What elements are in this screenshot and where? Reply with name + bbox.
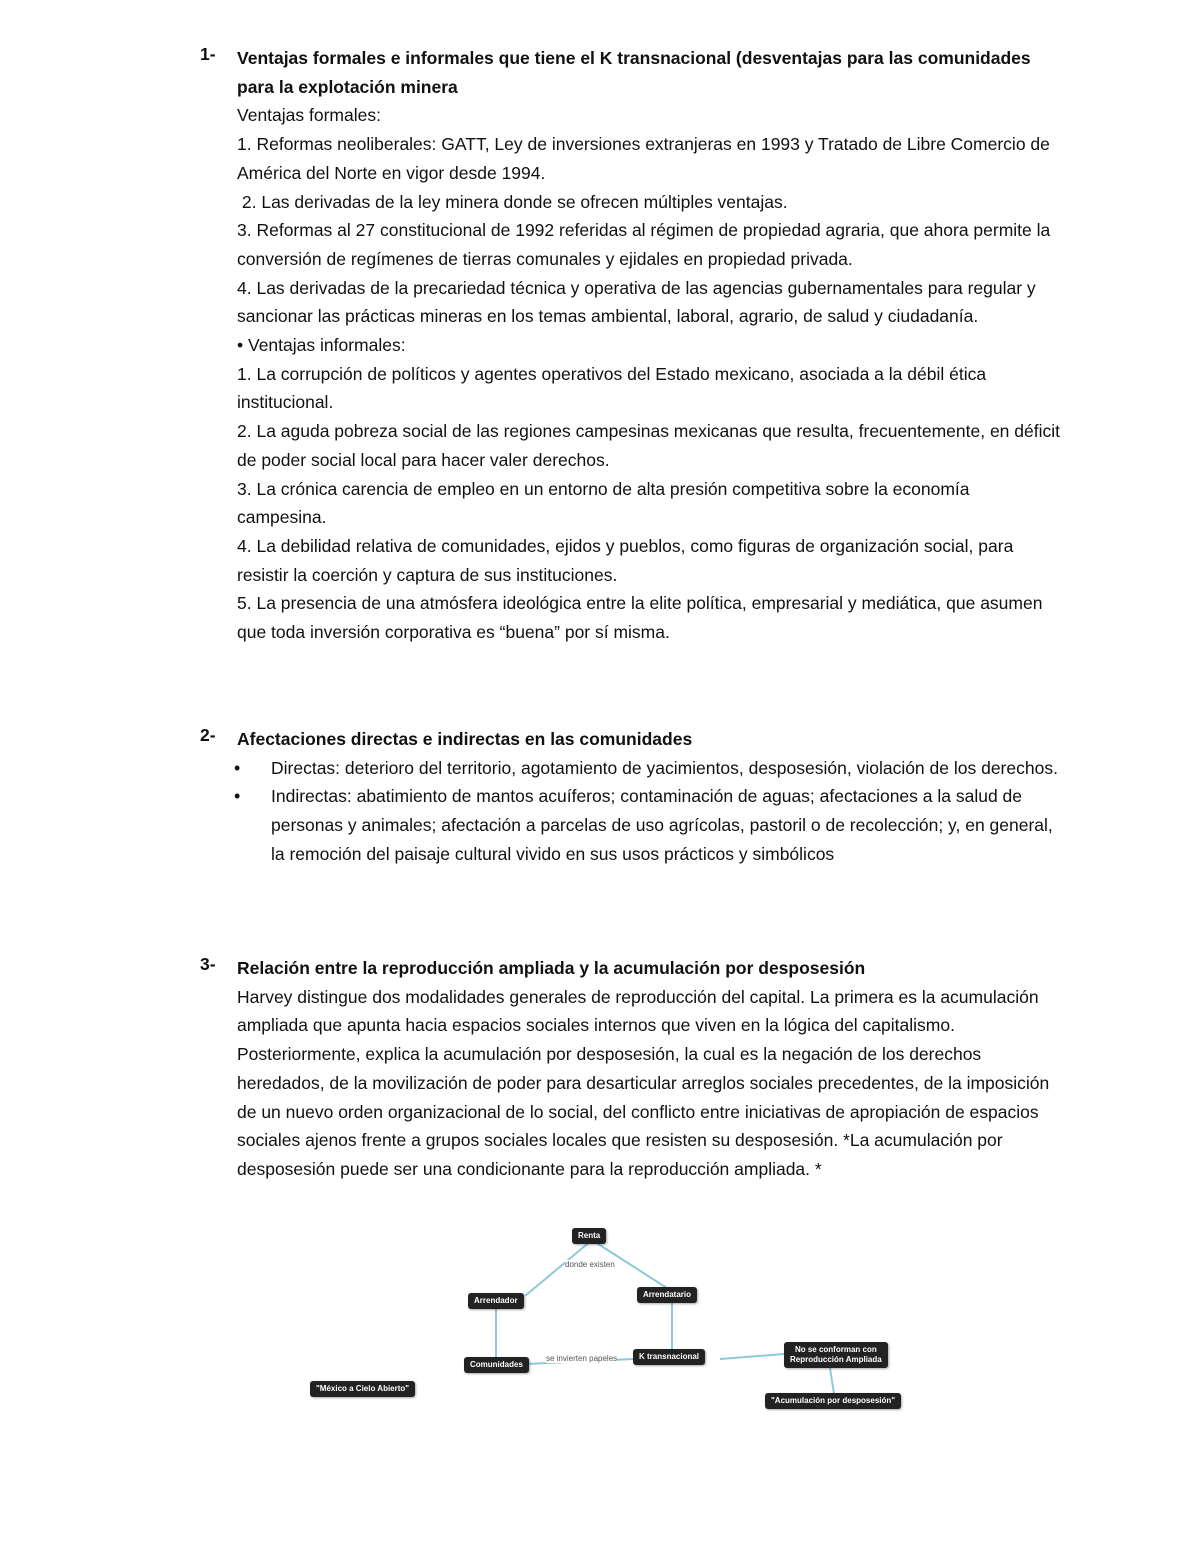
section-number: 3- xyxy=(200,954,216,974)
bullet-list xyxy=(200,754,1060,869)
section-number: 2- xyxy=(200,725,216,745)
informal-item: 3. La crónica carencia de empleo en un entorno de alta presión competitiva sobre la economía campesina. xyxy=(237,478,970,528)
informal-item: 5. La presencia de una atmósfera ideológica entre la elite política, empresarial y mediática, que asumen que toda inversión corporativa es “buena” por sí misma. xyxy=(237,593,1043,643)
section-heading: Ventajas formales e informales que tiene el K transnacional (desventajas para las comunidades para la explotación minera xyxy=(237,48,1031,97)
node-arrendatario: Arrendatario xyxy=(637,1287,697,1303)
node-mexico-cielo-abierto: "México a Cielo Abierto" xyxy=(310,1381,415,1397)
link-noconforman-acumulacion xyxy=(830,1368,834,1394)
node-arrendador: Arrendador xyxy=(468,1293,524,1309)
informal-item: 1. La corrupción de políticos y agentes operativos del Estado mexicano, asociada a la débil ética institucional. xyxy=(237,363,987,413)
section-2 xyxy=(200,725,1060,869)
formal-item: 3. Reformas al 27 constitucional de 1992 referidas al régimen de propiedad agraria, que ahora permite la conversión de regímenes de tierras comunales y ejidales en propiedad privada. xyxy=(237,220,1051,269)
link-label-donde-existen: donde existen xyxy=(565,1260,615,1269)
paragraph: Harvey distingue dos modalidades generales de reproducción del capital. La primera es la acumulación ampliada que apunta hacia espacios sociales internos que viven en la lógica del capitalismo. Posteriormente, explica la acumulación por desposesión, la cual es la negación de los derechos heredados, de la movilización de poder para desarticular arreglos sociales precedentes, de la imposición de un nuevo orden organizacional de lo social, del conflicto entre iniciativas de apropiación de espacios sociales ajenos frente a grupos sociales locales que resisten su desposesión. *La acumulación por desposesión puede ser una condicionante para la reproducción ampliada. * xyxy=(237,986,1050,1179)
informal-item: 2. La aguda pobreza social de las regiones campesinas mexicanas que resulta, frecuentemente, en déficit de poder social local para hacer valer derechos. xyxy=(237,421,1060,470)
node-renta: Renta xyxy=(572,1228,606,1244)
node-comunidades: Comunidades xyxy=(464,1357,529,1373)
link-k-noconforman xyxy=(720,1354,784,1359)
section-3 xyxy=(200,954,1060,1184)
formal-item: 1. Reformas neoliberales: GATT, Ley de inversiones extranjeras en 1993 y Tratado de Libre Comercio de América del Norte en vigor desde 1994. xyxy=(237,134,1050,183)
node-acumulacion: "Acumulación por desposesión" xyxy=(765,1393,901,1409)
formal-item: 4. Las derivadas de la precariedad técnica y operativa de las agencias gubernamentales para regular y sancionar las prácticas mineras en los temas ambiental, laboral, agrario, de salud y ciudadanía. xyxy=(237,277,1036,327)
section-heading: Afectaciones directas e indirectas en las comunidades xyxy=(237,729,693,749)
list-item: • Indirectas: abatimiento de mantos acuíferos; contaminación de aguas; afectaciones a la salud de personas y animales; afectación a parcelas de uso agrícolas, pastoril o de recolección; y, en general, la remoción del paisaje cultural vivido en sus usos prácticos y simbólicos xyxy=(200,782,1060,868)
informal-label: • Ventajas informales: xyxy=(237,335,406,356)
section-heading: Relación entre la reproducción ampliada y la acumulación por desposesión xyxy=(237,958,866,978)
informal-item: 4. La debilidad relativa de comunidades, ejidos y pueblos, como figuras de organización social, para resistir la coerción y captura de sus instituciones. xyxy=(237,535,1014,585)
concept-map xyxy=(300,1218,920,1418)
node-k-transnacional: K transnacional xyxy=(633,1349,705,1365)
list-item: • Directas: deterioro del territorio, agotamiento de yacimientos, desposesión, violación de los derechos. xyxy=(200,754,1060,783)
section-1 xyxy=(200,44,1060,647)
node-no-conforman: No se conforman con Reproducción Ampliada xyxy=(784,1342,888,1368)
section-number: 1- xyxy=(200,44,216,64)
link-label-se-invierten: se invierten papeles xyxy=(546,1354,618,1363)
formal-label: Ventajas formales: xyxy=(237,105,381,126)
formal-item: 2. Las derivadas de la ley minera donde se ofrecen múltiples ventajas. xyxy=(237,191,788,212)
